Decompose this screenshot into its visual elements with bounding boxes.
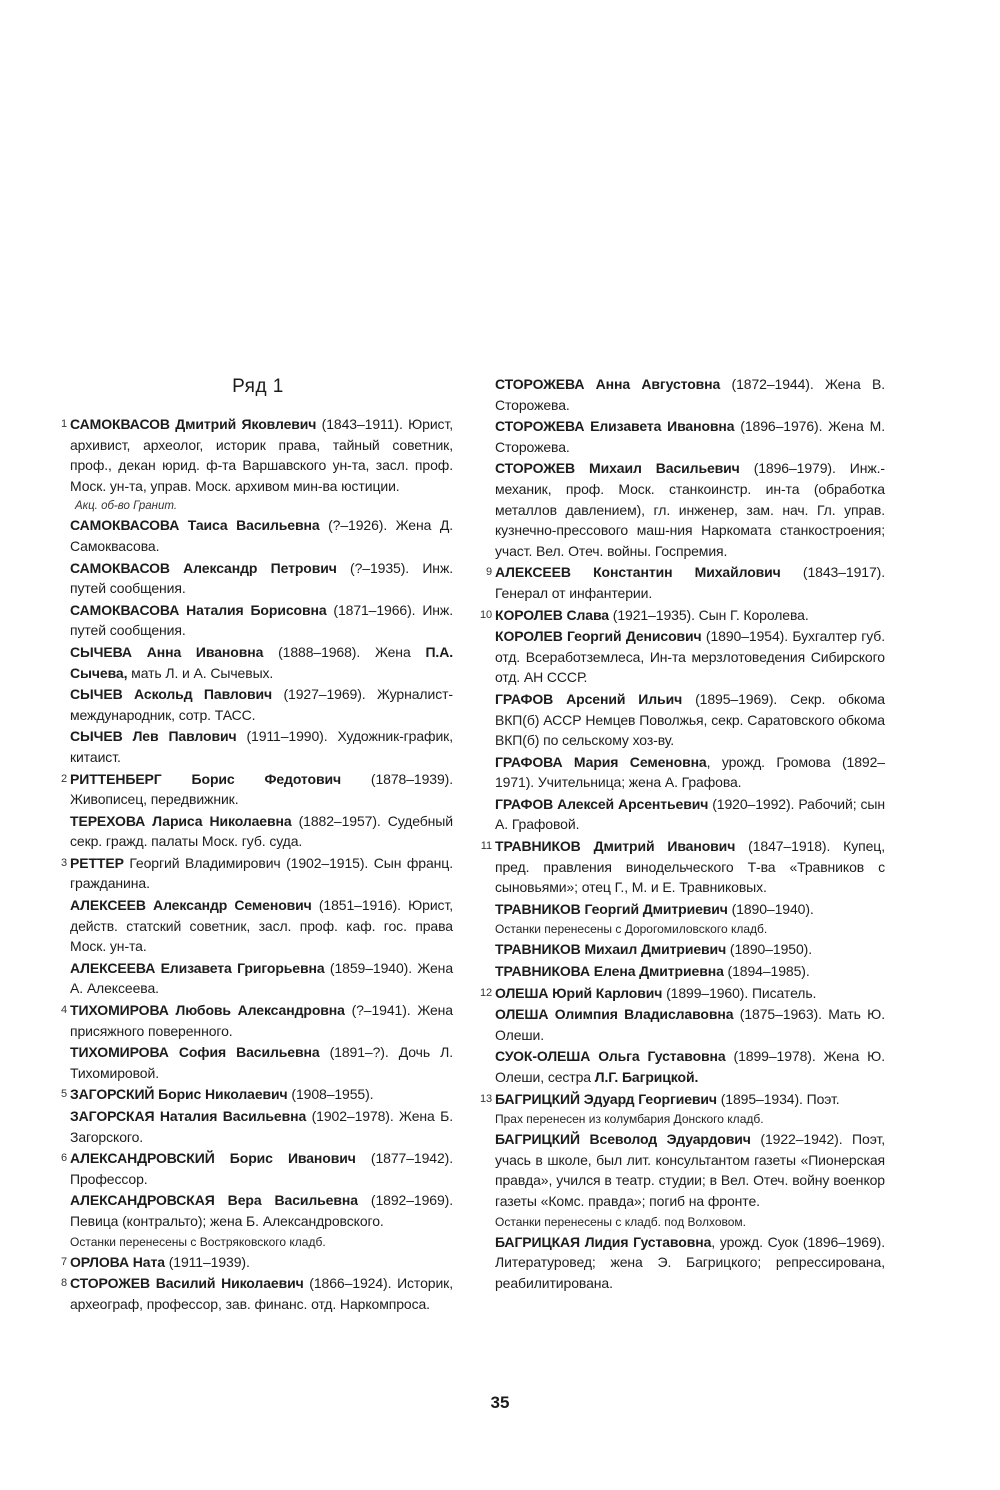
person-name: СТОРОЖЕВА Анна Августовна — [495, 376, 721, 392]
entry-text: (1902–1978). Жена Б. Загорского. — [70, 1108, 453, 1145]
related-person-name: Л.Г. Багрицкой. — [594, 1069, 699, 1085]
person-name: ОЛЕША Юрий Карлович — [495, 984, 663, 1001]
burial-entry — [55, 642, 453, 683]
person-name: ОЛЕША Олимпия Владиславовна — [495, 1006, 734, 1023]
entry-text-continued: мать Л. и А. Сычевых. — [127, 664, 274, 681]
entry-text: (1927–1969). Журналист-международник, сотр. ТАСС. — [70, 686, 453, 723]
person-name: СЫЧЕВА Анна Ивановна — [70, 643, 264, 660]
burial-entry — [55, 769, 453, 810]
entry-text: (1892–1969). Певица (контральто); жена Б. Александровского. — [70, 1192, 453, 1229]
burial-entry — [55, 515, 453, 556]
person-name: СЫЧЕВ Аскольд Павлович — [70, 686, 273, 703]
person-name: СТОРОЖЕВА Елизавета Ивановна — [495, 418, 735, 435]
entry-text: (1899–1960). Писатель. — [662, 984, 817, 1001]
entry-text: Георгий Владимирович (1902–1915). Сын франц. гражданина. — [70, 854, 453, 892]
entry-text: (1911–1990). Художник-график, китаист. — [70, 728, 453, 765]
entry-text: (1890–1950). — [726, 941, 812, 958]
plot-number: 8 — [60, 1277, 67, 1290]
plot-number: 7 — [60, 1255, 67, 1268]
entry-text: (?–1941). Жена присяжного поверенного. — [70, 1002, 453, 1039]
burial-entry — [480, 983, 885, 1004]
person-name: РЕТТЕР — [70, 854, 124, 871]
plot-number: 5 — [60, 1088, 67, 1101]
burial-entry — [480, 626, 885, 688]
person-name: СЫЧЕВ Лев Павлович — [70, 728, 237, 745]
person-name: ТРАВНИКОВ Дмитрий Иванович — [495, 838, 736, 855]
burial-entry — [55, 1042, 453, 1083]
entry-text: (1851–1916). Юрист, действ. статский советник, засл. проф. каф. гос. права Моск. ун-та. — [70, 897, 453, 955]
person-name: САМОКВАСОВА Таиса Васильевна — [70, 517, 320, 534]
person-name: БАГРИЦКАЯ Лидия Густавовна — [495, 1233, 712, 1250]
entry-text: (1899–1978). Жена Ю. Олеши, сестра — [495, 1048, 885, 1085]
person-name: АЛЕКСЕЕВ Константин Михайлович — [495, 564, 781, 581]
person-name: АЛЕКСЕЕВ Александр Семенович — [70, 897, 312, 914]
person-name: БАГРИЦКИЙ Всеволод Эдуардович — [495, 1131, 751, 1148]
person-name: ТЕРЕХОВА Лариса Николаевна — [70, 812, 292, 829]
right-entry-list — [480, 374, 885, 1293]
reburial-note: Останки перенесены с Дорогомиловского кладб. — [495, 922, 768, 937]
plot-number: 10 — [480, 608, 493, 621]
burial-entry — [480, 605, 885, 626]
person-name: САМОКВАСОВ Александр Петрович — [70, 559, 337, 576]
burial-entry — [55, 1252, 453, 1273]
entry-text: (1890–1954). Бухгалтер губ. отд. Всеработземлеса, Ин-та мерзлотоведения Сибирского отд. АН СССР. — [495, 628, 885, 686]
entry-text: (1866–1924). Историк, археограф, профессор, зав. финанс. отд. Наркомпроса. — [70, 1275, 453, 1312]
burial-entry — [480, 1232, 885, 1294]
person-name: РИТТЕНБЕРГ Борис Федотович — [70, 770, 341, 787]
burial-entry — [55, 1106, 453, 1147]
plot-number: 6 — [60, 1152, 67, 1165]
related-person-name: П.А. Сычева, — [70, 643, 453, 681]
burial-entry — [480, 1004, 885, 1045]
plot-number: 12 — [480, 986, 493, 999]
entry-text: (1847–1918). Купец, пред. правления винодельческого Т-ва «Травников с сыновьями»; отец Г., М. и Е. Травниковых. — [495, 838, 885, 896]
page-number: 35 — [490, 1393, 510, 1412]
entry-text: , урожд. Суок (1896–1969). Литературовед; жена Э. Багрицкого; репрессирована, реабилитирована. — [495, 1233, 885, 1291]
burial-entry — [55, 558, 453, 599]
person-name: ОРЛОВА Ната — [70, 1253, 165, 1270]
entry-text: (1911–1939). — [164, 1253, 250, 1270]
reburial-note: Останки перенесены с Востряковского кладб. — [70, 1234, 326, 1249]
burial-entry — [55, 726, 453, 767]
person-name: СТОРОЖЕВ Михаил Васильевич — [495, 460, 740, 477]
plot-number: 13 — [480, 1092, 493, 1105]
entry-text: (1871–1966). Инж. путей сообщения. — [70, 601, 453, 639]
burial-entry — [55, 1000, 453, 1041]
burial-entry — [55, 811, 453, 852]
entry-text: (1921–1935). Сын Г. Королева. — [609, 606, 809, 623]
entry-text: (1896–1976). Жена М. Сторожева. — [495, 418, 885, 455]
person-name: ТРАВНИКОВ Георгий Дмитриевич — [495, 900, 728, 917]
entry-text: , урожд. Громова (1892–1971). Учительница; жена А. Графова. — [495, 753, 885, 791]
burial-entry — [55, 684, 453, 725]
reburial-note: Прах перенесен из колумбария Донского кладб. — [495, 1112, 764, 1127]
burial-entry — [480, 752, 885, 793]
plot-number: 4 — [60, 1004, 67, 1017]
entry-text: (1896–1979). Инж.-механик, проф. Моск. станкоинстр. ин-та (обработка металлов давлением), гл. инженер, зам. нач. Гл. управ. кузнечно-прессового маш-ния Наркомата станкостроения; участ. Вел. Отеч. войны. Госпремия. — [495, 460, 885, 559]
annotation-note: Акц. об-во Гранит. — [75, 500, 178, 513]
person-name: БАГРИЦКИЙ Эдуард Георгиевич — [495, 1090, 717, 1107]
person-name: ЗАГОРСКИЙ Борис Николаевич — [70, 1086, 288, 1103]
entry-text: (1877–1942). Профессор. — [70, 1150, 453, 1187]
entry-text: (1843–1917). Генерал от инфантерии. — [495, 564, 885, 601]
burial-entry — [55, 1084, 453, 1105]
entry-text: (1894–1985). — [723, 963, 810, 980]
burial-entry — [480, 961, 885, 982]
entry-text: (?–1935). Инж. путей сообщения. — [70, 559, 453, 597]
burial-entry — [55, 958, 453, 999]
burial-entry — [480, 1089, 885, 1110]
burial-entry — [480, 416, 885, 457]
entry-text: (1920–1992). Рабочий; сын А. Графовой. — [495, 795, 885, 833]
person-name: СТОРОЖЕВ Василий Николаевич — [70, 1275, 304, 1292]
entry-text: (1908–1955). — [287, 1086, 374, 1103]
person-name: ТРАВНИКОВА Елена Дмитриевна — [495, 963, 724, 980]
burial-entry — [55, 895, 453, 957]
entry-text: (1888–1968). Жена — [263, 643, 426, 660]
burial-entry — [480, 689, 885, 751]
entry-text: (1872–1944). Жена В. Сторожева. — [495, 376, 885, 413]
plot-number: 2 — [60, 772, 67, 785]
person-name: АЛЕКСАНДРОВСКАЯ Вера Васильевна — [70, 1192, 358, 1209]
plot-number: 9 — [485, 566, 492, 579]
burial-entry — [480, 836, 885, 898]
person-name: ТРАВНИКОВ Михаил Дмитриевич — [495, 941, 727, 958]
burial-entry — [55, 1148, 453, 1189]
right-column — [480, 374, 885, 1294]
person-name: КОРОЛЕВ Георгий Денисович — [495, 628, 702, 645]
burial-entry — [480, 939, 885, 960]
person-name: САМОКВАСОВА Наталия Борисовна — [70, 601, 327, 618]
burial-entry — [480, 1046, 885, 1087]
burial-entry — [55, 853, 453, 894]
burial-entry — [55, 1190, 453, 1231]
entry-text: (1891–?). Дочь Л. Тихомировой. — [70, 1044, 453, 1081]
left-entry-list — [55, 414, 453, 1314]
person-name: ЗАГОРСКАЯ Наталия Васильевна — [70, 1108, 307, 1124]
person-name: ГРАФОВ Арсений Ильич — [495, 690, 683, 707]
entry-text: (1878–1939). Живописец, передвижник. — [70, 770, 453, 808]
entry-text: (1882–1957). Судебный секр. гражд. палаты Моск. губ. суда. — [70, 812, 453, 850]
row-heading: Ряд 1 — [232, 376, 284, 397]
person-name: ТИХОМИРОВА Любовь Александровна — [70, 1002, 345, 1019]
entry-text: (1843–1911). Юрист, архивист, археолог, историк права, тайный советник, проф., декан юрид. ф-та Варшавского ун-та, засл. проф. Моск. ун-та, управ. Моск. архивом мин-ва юстиции. — [70, 416, 454, 494]
person-name: КОРОЛЕВ Слава — [495, 606, 609, 623]
burial-entry — [480, 1129, 885, 1211]
person-name: АЛЕКСЕЕВА Елизавета Григорьевна — [70, 959, 325, 976]
burial-entry — [480, 562, 885, 603]
entry-text: (1890–1940). — [727, 900, 814, 917]
person-name: САМОКВАСОВ Дмитрий Яковлевич — [70, 416, 317, 432]
left-column — [55, 374, 453, 1315]
burial-entry — [55, 1273, 453, 1314]
entry-text: (1922–1942). Поэт, учась в школе, был лит. консультантом газеты «Пионерская правда», учился в театр. студии; в Вел. Отеч. войну военкор газеты «Комс. правда»; погиб на фронте. — [495, 1131, 885, 1209]
burial-entry — [480, 794, 885, 835]
person-name: ГРАФОВА Мария Семеновна — [495, 753, 707, 770]
entry-text: (1859–1940). Жена А. Алексеева. — [70, 959, 453, 997]
entry-text: (1895–1934). Поэт. — [716, 1090, 840, 1107]
burial-entry — [55, 600, 453, 641]
burial-entry — [480, 458, 885, 561]
burial-entry — [55, 414, 453, 496]
person-name: ГРАФОВ Алексей Арсентьевич — [495, 795, 709, 812]
burial-entry — [480, 899, 885, 920]
entry-text: (?–1926). Жена Д. Самоквасова. — [70, 517, 453, 554]
reburial-note: Останки перенесены с кладб. под Волховом. — [495, 1214, 746, 1229]
entry-text: (1895–1969). Секр. обкома ВКП(б) АССР Немцев Поволжья, секр. Саратовского обкома ВКП(б) по сельскому хоз-ву. — [495, 690, 885, 749]
person-name: СУОК-ОЛЕША Ольга Густавовна — [495, 1048, 726, 1065]
burial-entry — [480, 374, 885, 415]
person-name: ТИХОМИРОВА София Васильевна — [70, 1044, 320, 1061]
plot-number: 1 — [60, 418, 67, 430]
plot-number: 11 — [480, 840, 492, 853]
person-name: АЛЕКСАНДРОВСКИЙ Борис Иванович — [70, 1150, 356, 1167]
plot-number: 3 — [60, 856, 67, 869]
entry-text: (1875–1963). Мать Ю. Олеши. — [495, 1006, 885, 1043]
